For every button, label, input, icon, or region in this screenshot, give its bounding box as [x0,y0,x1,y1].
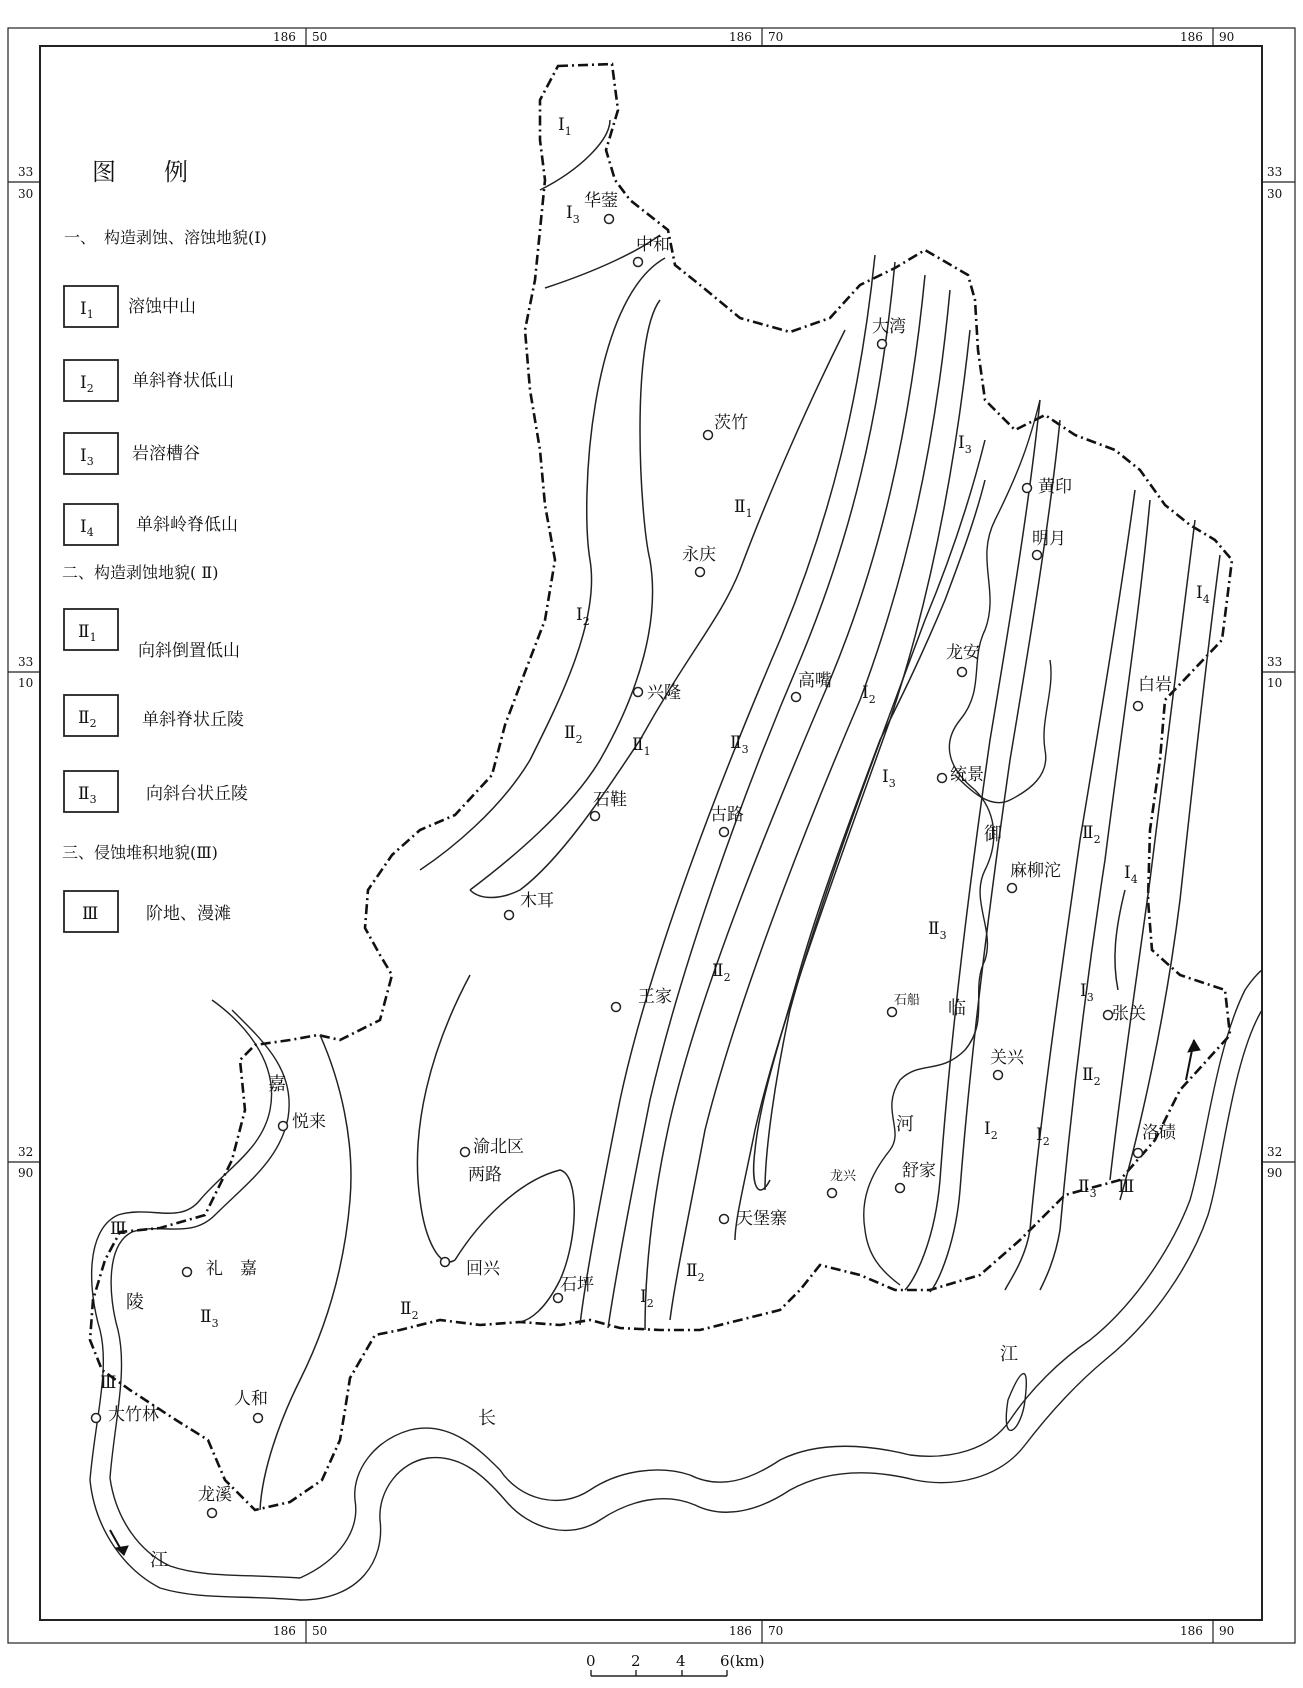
town-marker [1008,884,1017,893]
legend-section-heading: 一、 构造剥蚀、溶蚀地貌(Ⅰ) [64,228,267,247]
unit-code: $Ⅱ_3$ [730,733,749,756]
place-name: 明月 [1032,529,1066,549]
legend-section-heading: 三、侵蚀堆积地貌(Ⅲ) [62,843,218,862]
grid-left-label: 33 [18,655,34,669]
place-name: 麻柳沱 [1010,861,1061,881]
unit-code: $Ⅱ_2$ [1082,823,1101,846]
town-marker [878,340,887,349]
place-name: 高嘴 [798,671,832,691]
place-name: 茨竹 [714,413,748,433]
unit-code: $Ⅰ_2$ [640,1287,654,1310]
town-marker [888,1008,897,1017]
place-name: 王家 [638,987,672,1007]
legend-swatch-code: Ⅲ [82,904,99,924]
grid-top-label: 186 [1180,30,1203,44]
place-name: 兴隆 [647,683,681,703]
unit-code: $Ⅰ_4$ [1124,863,1138,886]
town-marker [591,812,600,821]
grid-bottom-label: 70 [768,1624,784,1638]
unit-code: $Ⅰ_2$ [862,683,876,706]
grid-bottom-label: 90 [1219,1624,1235,1638]
town-marker [720,828,729,837]
grid-left-label: 90 [18,1166,34,1180]
place-name: 舒家 [902,1161,936,1181]
legend-title: 图 例 [92,158,188,186]
grid-right-label: 10 [1267,676,1283,690]
town-marker [896,1184,905,1193]
town-marker [958,668,967,677]
unit-code: $Ⅱ_2$ [712,961,731,984]
legend-swatch-code: $Ⅱ_1$ [78,622,97,644]
place-name: 古路 [710,805,744,825]
legend-swatch-code: $Ⅱ_3$ [78,784,97,806]
grid-top-label: 50 [312,30,328,44]
unit-code: $Ⅱ_2$ [686,1261,705,1284]
place-name: 永庆 [682,545,716,565]
place-name: 中和 [636,235,670,255]
unit-code: $Ⅰ_3$ [566,203,580,226]
town-marker [92,1414,101,1423]
place-name: 大湾 [872,317,906,337]
town-marker [461,1148,470,1157]
scale-tick-label: 6(km) [720,1652,765,1670]
grid-right-label: 90 [1267,1166,1283,1180]
town-marker [704,431,713,440]
unit-code: Ⅲ [1118,1177,1135,1197]
town-marker [183,1268,192,1277]
unit-code: $Ⅱ_3$ [200,1307,219,1330]
town-marker [208,1509,217,1518]
unit-code: $Ⅱ_2$ [1082,1065,1101,1088]
river-name: 临 [948,998,966,1019]
river-name: 江 [150,1550,168,1571]
place-name: 石船 [894,993,921,1008]
unit-code: $Ⅰ_2$ [984,1119,998,1142]
grid-left-label: 30 [18,187,34,201]
grid-top-label: 186 [729,30,752,44]
place-name: 石鞋 [593,790,627,810]
grid-top-label: 90 [1219,30,1235,44]
legend-item-label: 单斜脊状低山 [132,371,234,391]
town-marker [505,911,514,920]
legend-item-label: 阶地、漫滩 [146,904,231,924]
place-name: 人和 [234,1389,268,1409]
unit-code: $Ⅰ_2$ [576,605,590,628]
legend-swatch-code: $Ⅰ_4$ [80,517,94,539]
grid-right-label: 33 [1267,165,1283,179]
unit-code: $Ⅱ_1$ [734,497,753,520]
place-name: 龙兴 [830,1169,857,1184]
town-marker [1134,702,1143,711]
town-marker [279,1122,288,1131]
town-marker [828,1189,837,1198]
town-marker [994,1071,1003,1080]
unit-code: $Ⅱ_2$ [564,723,583,746]
place-name: 天堡寨 [736,1209,787,1229]
grid-bottom-label: 50 [312,1624,328,1638]
legend-swatch-code: $Ⅰ_2$ [80,373,94,395]
legend-swatch-code: $Ⅰ_3$ [80,446,94,468]
grid-bottom-label: 186 [729,1624,752,1638]
place-name: 大竹林 [108,1405,159,1425]
unit-code: $Ⅱ_3$ [928,919,947,942]
town-marker [1134,1149,1143,1158]
grid-bottom-label: 186 [1180,1624,1203,1638]
grid-left-label: 33 [18,165,34,179]
legend-section-heading: 二、构造剥蚀地貌( Ⅱ) [62,563,219,582]
town-marker [254,1414,263,1423]
town-marker [605,215,614,224]
place-name: 华蓥 [584,191,618,211]
legend-swatch-code: $Ⅰ_1$ [80,299,94,321]
place-name: 回兴 [466,1259,500,1279]
place-name: 两路 [468,1165,502,1185]
grid-left-label: 32 [18,1145,34,1159]
river-name: 江 [1000,1344,1018,1365]
scale-tick-label: 2 [631,1652,641,1670]
town-marker [634,688,643,697]
grid-right-label: 32 [1267,1145,1283,1159]
legend-item-label: 单斜脊状丘陵 [142,710,244,730]
unit-code: $Ⅰ_3$ [882,767,896,790]
place-name: 统景 [950,765,984,785]
legend-swatch-code: $Ⅱ_2$ [78,708,97,730]
unit-code: Ⅲ [110,1219,127,1239]
place-name: 白岩 [1138,675,1172,695]
unit-code: $Ⅰ_3$ [958,433,972,456]
town-marker [720,1215,729,1224]
river-name: 陵 [126,1292,144,1313]
place-name: 石坪 [560,1275,594,1295]
town-marker [696,568,705,577]
legend-item-label: 单斜岭脊低山 [136,515,238,535]
place-name: 关兴 [990,1048,1024,1068]
legend-item-label: 向斜倒置低山 [138,641,240,661]
scale-tick-label: 0 [586,1652,596,1670]
unit-code: $Ⅱ_1$ [632,735,651,758]
river-name: 嘉 [268,1074,286,1095]
town-marker [792,693,801,702]
town-marker [634,258,643,267]
grid-right-label: 30 [1267,187,1283,201]
town-marker [441,1258,450,1267]
river-name: 御 [984,824,1002,845]
unit-code: Ⅲ [100,1373,117,1393]
place-name: 悦来 [292,1112,326,1132]
legend-item-label: 向斜台状丘陵 [146,784,248,804]
grid-left-label: 10 [18,676,34,690]
place-name: 龙溪 [198,1485,232,1505]
river-name: 长 [478,1408,496,1429]
legend-item-label: 溶蚀中山 [128,297,196,317]
town-marker [1033,551,1042,560]
town-marker [1023,484,1032,493]
unit-code: $Ⅰ_1$ [558,115,572,138]
grid-top-label: 70 [768,30,784,44]
legend-item-label: 岩溶槽谷 [132,444,200,464]
place-name: 黄印 [1038,477,1072,497]
unit-code: $Ⅰ_4$ [1196,583,1210,606]
unit-code: $Ⅰ_2$ [1036,1125,1050,1148]
place-name: 礼 嘉 [206,1259,257,1279]
place-name: 洛碛 [1142,1123,1176,1143]
unit-code: $Ⅱ_3$ [1078,1177,1097,1200]
town-marker [612,1003,621,1012]
scale-tick-label: 4 [676,1652,686,1670]
place-name: 渝北区 [473,1137,524,1157]
grid-top-label: 186 [273,30,296,44]
grid-right-label: 33 [1267,655,1283,669]
unit-code: $Ⅱ_2$ [400,1299,419,1322]
river-name: 河 [896,1114,914,1135]
unit-code: $Ⅰ_3$ [1080,981,1094,1004]
town-marker [938,774,947,783]
place-name: 龙安 [946,643,980,663]
place-name: 张关 [1112,1004,1146,1024]
grid-bottom-label: 186 [273,1624,296,1638]
place-name: 木耳 [520,891,554,911]
